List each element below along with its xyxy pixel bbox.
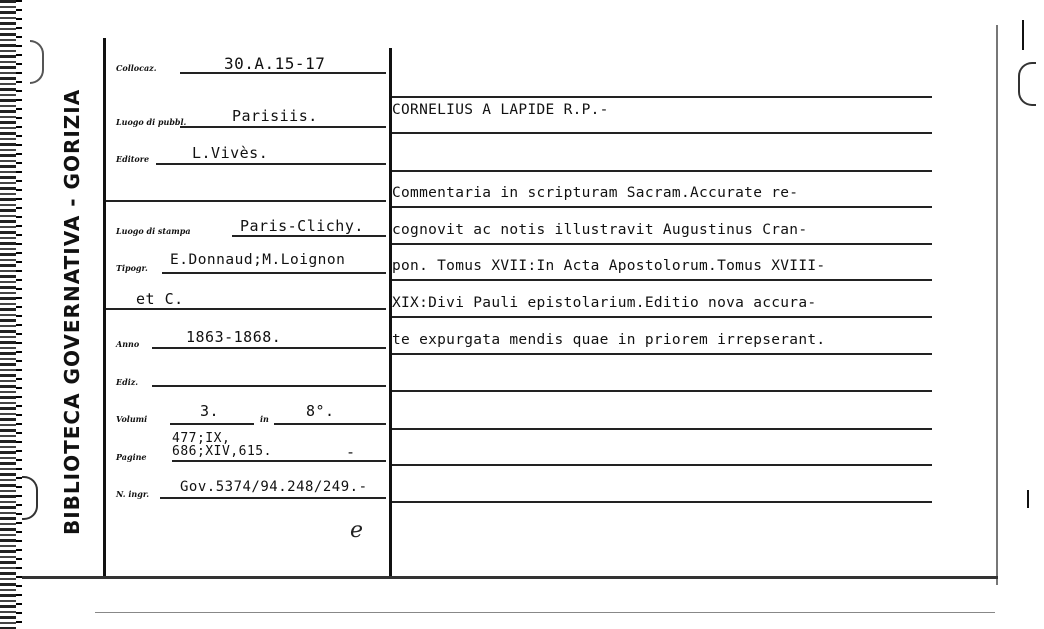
rule-right-8: [392, 353, 932, 355]
left-margin-bracket-top: [30, 40, 44, 84]
rule-formato: [274, 423, 386, 425]
rule-blank: [106, 200, 386, 202]
value-tipografo-1: E.Donnaud;M.Loignon: [170, 252, 346, 268]
rule-luogo-pubbl: [180, 126, 386, 128]
label-pagine: Pagine: [116, 452, 147, 462]
label-collocazione: Collocaz.: [116, 63, 157, 73]
label-in: in: [260, 414, 269, 424]
label-volumi: Volumi: [116, 414, 148, 424]
value-volumi: 3.: [200, 402, 220, 420]
rule-anno: [152, 347, 386, 349]
description-line-1: CORNELIUS A LAPIDE R.P.-: [392, 102, 609, 118]
description-line-3: Commentaria in scripturam Sacram.Accurate re-: [392, 185, 799, 201]
value-n-ingr: Gov.5374/94.248/249.-: [180, 479, 368, 495]
label-edizione: Ediz.: [116, 377, 139, 387]
value-pagine-top: 477;IX,: [172, 431, 231, 446]
description-line-7: te expurgata mendis quae in priorem irrepserant.: [392, 332, 826, 348]
description-line-6: XIX:Divi Pauli epistolarium.Editio nova accura-: [392, 295, 817, 311]
rule-right-2: [392, 132, 932, 134]
rule-editore: [156, 163, 386, 165]
rule-right-5: [392, 243, 932, 245]
rule-right-10: [392, 428, 932, 430]
label-tipografo: Tipogr.: [116, 263, 148, 273]
value-tipografo-2: et C.: [136, 290, 184, 308]
value-collocazione: 30.A.15-17: [224, 54, 326, 73]
card-torn-edge: [0, 0, 16, 629]
rule-right-3: [392, 170, 932, 172]
right-tick: [1027, 490, 1029, 508]
library-name: BIBLIOTECA GOVERNATIVA - GORIZIA: [60, 88, 84, 535]
rule-right-9: [392, 390, 932, 392]
left-margin-bracket: [22, 476, 38, 520]
label-luogo-pubbl: Luogo di pubbl.: [116, 117, 187, 127]
rule-right-1: [392, 96, 932, 98]
rule-tipografo-2: [106, 308, 386, 310]
label-n-ingr: N. ingr.: [116, 489, 150, 499]
label-anno: Anno: [116, 339, 140, 349]
value-pagine-bottom: 686;XIV,615.: [172, 444, 272, 459]
rule-right-12: [392, 501, 932, 503]
label-luogo-stampa: Luogo di stampa: [116, 226, 191, 236]
value-anno: 1863-1868.: [186, 328, 282, 346]
right-edge-rule-2: [996, 25, 998, 585]
value-luogo-pubbl: Parisiis.: [232, 107, 318, 125]
rule-n-ingr: [160, 497, 386, 499]
right-edge-rule: [1022, 20, 1024, 50]
value-formato: 8°.: [306, 402, 335, 420]
center-rule: [389, 48, 392, 578]
value-editore: L.Vivès.: [192, 144, 269, 162]
label-editore: Editore: [116, 154, 150, 164]
rule-right-4: [392, 206, 932, 208]
rule-right-11: [392, 464, 932, 466]
rule-edizione: [152, 385, 386, 387]
handwritten-mark: e: [350, 518, 364, 543]
rule-right-6: [392, 279, 932, 281]
value-luogo-stampa: Paris-Clichy.: [240, 217, 364, 235]
rule-luogo-stampa: [232, 235, 386, 237]
rule-volumi: [170, 423, 254, 425]
right-margin-bracket: [1018, 62, 1036, 106]
description-line-5: pon. Tomus XVII:In Acta Apostolorum.Tomus XVIII-: [392, 258, 826, 274]
card-bottom-edge-2: [95, 612, 995, 613]
card-bottom-edge: [22, 576, 998, 579]
description-line-4: cognovit ac notis illustravit Augustinus Cran-: [392, 222, 808, 238]
card-edge-shadow: [16, 0, 22, 629]
rule-right-7: [392, 316, 932, 318]
rule-tipografo: [162, 272, 386, 274]
value-pagine-dash: -: [346, 443, 356, 461]
